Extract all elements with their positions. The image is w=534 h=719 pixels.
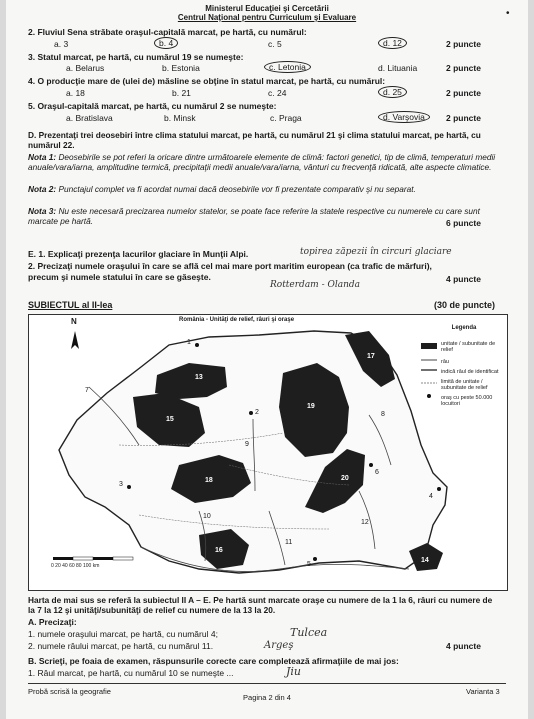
map-label-11: 11 xyxy=(285,539,293,546)
nota-2-label: Nota 2: xyxy=(28,184,57,194)
question-4: 4. O producţie mare de (ulei de) măsline se obţine în statul marcat, pe hartă, cu numărul: xyxy=(28,76,386,86)
map-label-city-6: 6 xyxy=(375,469,379,476)
map-legend xyxy=(421,325,507,411)
scale-bar-segment-2 xyxy=(73,557,93,560)
map-intro: Harta de mai sus se referă la subiectul II A – E. Pe hartă sunt marcate oraşe cu numere de la 1 la 6, râuri cu numere de la 7 la 12 şi unităţi/subunităţi de relief cu numere de la 13 la 20. xyxy=(28,595,493,615)
section-b-q1: 1. Râul marcat, pe hartă, cu numărul 10 se numeşte ... xyxy=(28,668,234,678)
city-3 xyxy=(127,485,131,489)
section-e-q1-answer: topirea zăpezii în circuri glaciare xyxy=(300,247,452,257)
q5-option-c: c. Praga xyxy=(270,113,302,123)
map-label-city-5: 5 xyxy=(307,561,311,568)
footer-page: Pagina 2 din 4 xyxy=(243,693,291,702)
section-b-q1-answer: Jiu xyxy=(286,665,302,678)
section-e-q2-line2: precum şi numele statului în care se găseşte. xyxy=(28,272,211,282)
city-5 xyxy=(313,557,317,561)
section-e-points: 4 puncte xyxy=(446,274,481,284)
section-a-q1: 1. numele oraşului marcat, pe hartă, cu numărul 4; xyxy=(28,629,218,639)
section-d-intro: D. Prezentaţi trei deosebiri între clima statului marcat, pe hartă, cu numărul 21 şi clima statului marcat, pe hartă, cu numărul 22. xyxy=(28,130,481,150)
nota-3-label: Nota 3: xyxy=(28,206,57,216)
q4-option-b: b. 21 xyxy=(172,88,191,98)
subject-2-points: (30 de puncte) xyxy=(434,300,496,310)
q3-points: 2 puncte xyxy=(446,63,481,73)
map-label-city-1: 1 xyxy=(187,339,191,346)
subject-2-title: SUBIECTUL al II-lea xyxy=(28,300,113,310)
question-3: 3. Statul marcat, pe hartă, cu numărul 19 se numeşte: xyxy=(28,52,244,62)
north-arrow-icon xyxy=(71,331,79,349)
q4-option-c: c. 24 xyxy=(268,88,287,98)
section-a-q2-answer: Argeş xyxy=(264,640,294,651)
nota-2 xyxy=(28,184,500,194)
footer-rule xyxy=(28,683,506,684)
map-label-20: 20 xyxy=(341,475,349,482)
q5-option-b: b. Minsk xyxy=(164,113,196,123)
header-center: Centrul Naţional pentru Curriculum şi Evaluare xyxy=(177,13,357,22)
legend-item-relief: unitate / subunitate de relief xyxy=(441,341,496,353)
legend-title: Legenda xyxy=(451,325,477,331)
section-e-q1: E. 1. Explicaţi prezenţa lacurilor glaciare în Munţii Alpi. xyxy=(28,249,249,259)
q2-option-b: b. 4 xyxy=(154,37,178,49)
footer-right: Varianta 3 xyxy=(466,687,500,696)
q4-option-a: a. 18 xyxy=(66,88,85,98)
q3-option-d: d. Lituania xyxy=(378,63,418,73)
scale-bar xyxy=(53,557,133,560)
map-label-9: 9 xyxy=(245,441,249,448)
header-ministry: Ministerul Educaţiei şi Cercetării xyxy=(205,4,329,13)
map-label-14: 14 xyxy=(421,557,429,564)
section-e-q2-answer: Rotterdam - Olanda xyxy=(270,280,361,290)
legend-item-river: râu xyxy=(441,359,449,365)
legend-item-boundary: limită de unitate / subunitate de relief xyxy=(441,379,488,391)
nota-1-text: Deosebirile se pot referi la oricare dintre următoarele elemente de climă: factori genetici, tip de climă, temperaturi medii anuale/vara/iarna, amplitudine termică, precipitaţii medii anuale/vara/iarna, vânturi cu frecvenţă ridicată, alte aspecte climatice. xyxy=(28,152,496,172)
q2-points: 2 puncte xyxy=(446,39,481,49)
section-a-points: 4 puncte xyxy=(446,641,481,651)
q2-option-d: d. 12 xyxy=(378,37,407,49)
q3-option-c: c. Letonia xyxy=(264,61,311,73)
q5-option-d: d. Varşovia xyxy=(378,111,430,123)
map-label-city-2: 2 xyxy=(255,409,259,416)
legend-item-river-arrow: indică râul de identificat xyxy=(441,369,499,375)
question-5: 5. Oraşul-capitală marcat, pe hartă, cu numărul 2 se numeşte: xyxy=(28,101,277,111)
scale-label: 0 20 40 60 80 100 km xyxy=(51,563,100,569)
map-label-16: 16 xyxy=(215,547,223,554)
q4-points: 2 puncte xyxy=(446,88,481,98)
exam-page xyxy=(6,0,528,719)
section-a-q1-answer: Tulcea xyxy=(290,626,328,639)
nota-3 xyxy=(28,206,500,226)
map-label-city-4: 4 xyxy=(429,493,433,500)
q5-points: 2 puncte xyxy=(446,113,481,123)
map-title: România - Unităţi de relief, râuri şi oraşe xyxy=(179,317,295,323)
romania-map xyxy=(28,314,508,591)
nota-2-text: Punctajul complet va fi acordat numai dacă deosebirile vor fi prezentate comparativ şi nu separat. xyxy=(58,184,416,194)
map-label-12: 12 xyxy=(361,519,369,526)
city-1 xyxy=(195,343,199,347)
map-label-8: 8 xyxy=(381,411,385,418)
legend-item-city: oraş cu peste 50.000 locuitori xyxy=(441,395,493,407)
question-2: 2. Fluviul Sena străbate oraşul-capitală marcat, pe hartă, cu numărul: xyxy=(28,27,307,37)
city-4 xyxy=(437,487,441,491)
corner-mark: • xyxy=(506,8,510,19)
q3-option-b: b. Estonia xyxy=(162,63,200,73)
city-2 xyxy=(249,411,253,415)
map-label-city-3: 3 xyxy=(119,481,123,488)
map-label-10: 10 xyxy=(203,513,211,520)
scale-bar-segment-4 xyxy=(113,557,133,560)
q5-option-a: a. Bratislava xyxy=(66,113,113,123)
section-e-q2-line1: 2. Precizaţi numele oraşului în care se află cel mai mare port maritim european (ca trafic de mărfuri), xyxy=(28,261,432,271)
map-label-13: 13 xyxy=(195,374,203,381)
map-label-19: 19 xyxy=(307,403,315,410)
nota-1-label: Nota 1: xyxy=(28,152,57,162)
q4-option-d: d. 25 xyxy=(378,86,407,98)
scale-bar-segment-3 xyxy=(93,557,113,560)
map-label-17: 17 xyxy=(367,353,375,360)
nota-3-text: Nu este necesară precizarea numelor statelor, se poate face referire la statele respective cu numerele cu care sunt marcate pe hartă. xyxy=(28,206,480,226)
section-a-q2: 2. numele râului marcat, pe hartă, cu numărul 11. xyxy=(28,641,214,651)
section-a-title: A. Precizaţi: xyxy=(28,617,77,627)
map-label-7: 7 xyxy=(85,387,89,394)
section-b-title: B. Scrieţi, pe foaia de examen, răspunsurile corecte care completează afirmaţiile de mai jos: xyxy=(28,656,399,666)
footer-left: Probă scrisă la geografie xyxy=(28,687,111,696)
map-label-18: 18 xyxy=(205,477,213,484)
section-d-points: 6 puncte xyxy=(446,218,481,228)
q2-option-a: a. 3 xyxy=(54,39,69,49)
city-6 xyxy=(369,463,373,467)
nota-1 xyxy=(28,152,500,172)
q2-option-c: c. 5 xyxy=(268,39,282,49)
map-label-15: 15 xyxy=(166,416,174,423)
north-label: N xyxy=(71,317,77,326)
q3-option-a: a. Belarus xyxy=(66,63,105,73)
scale-bar-segment-1 xyxy=(53,557,73,560)
